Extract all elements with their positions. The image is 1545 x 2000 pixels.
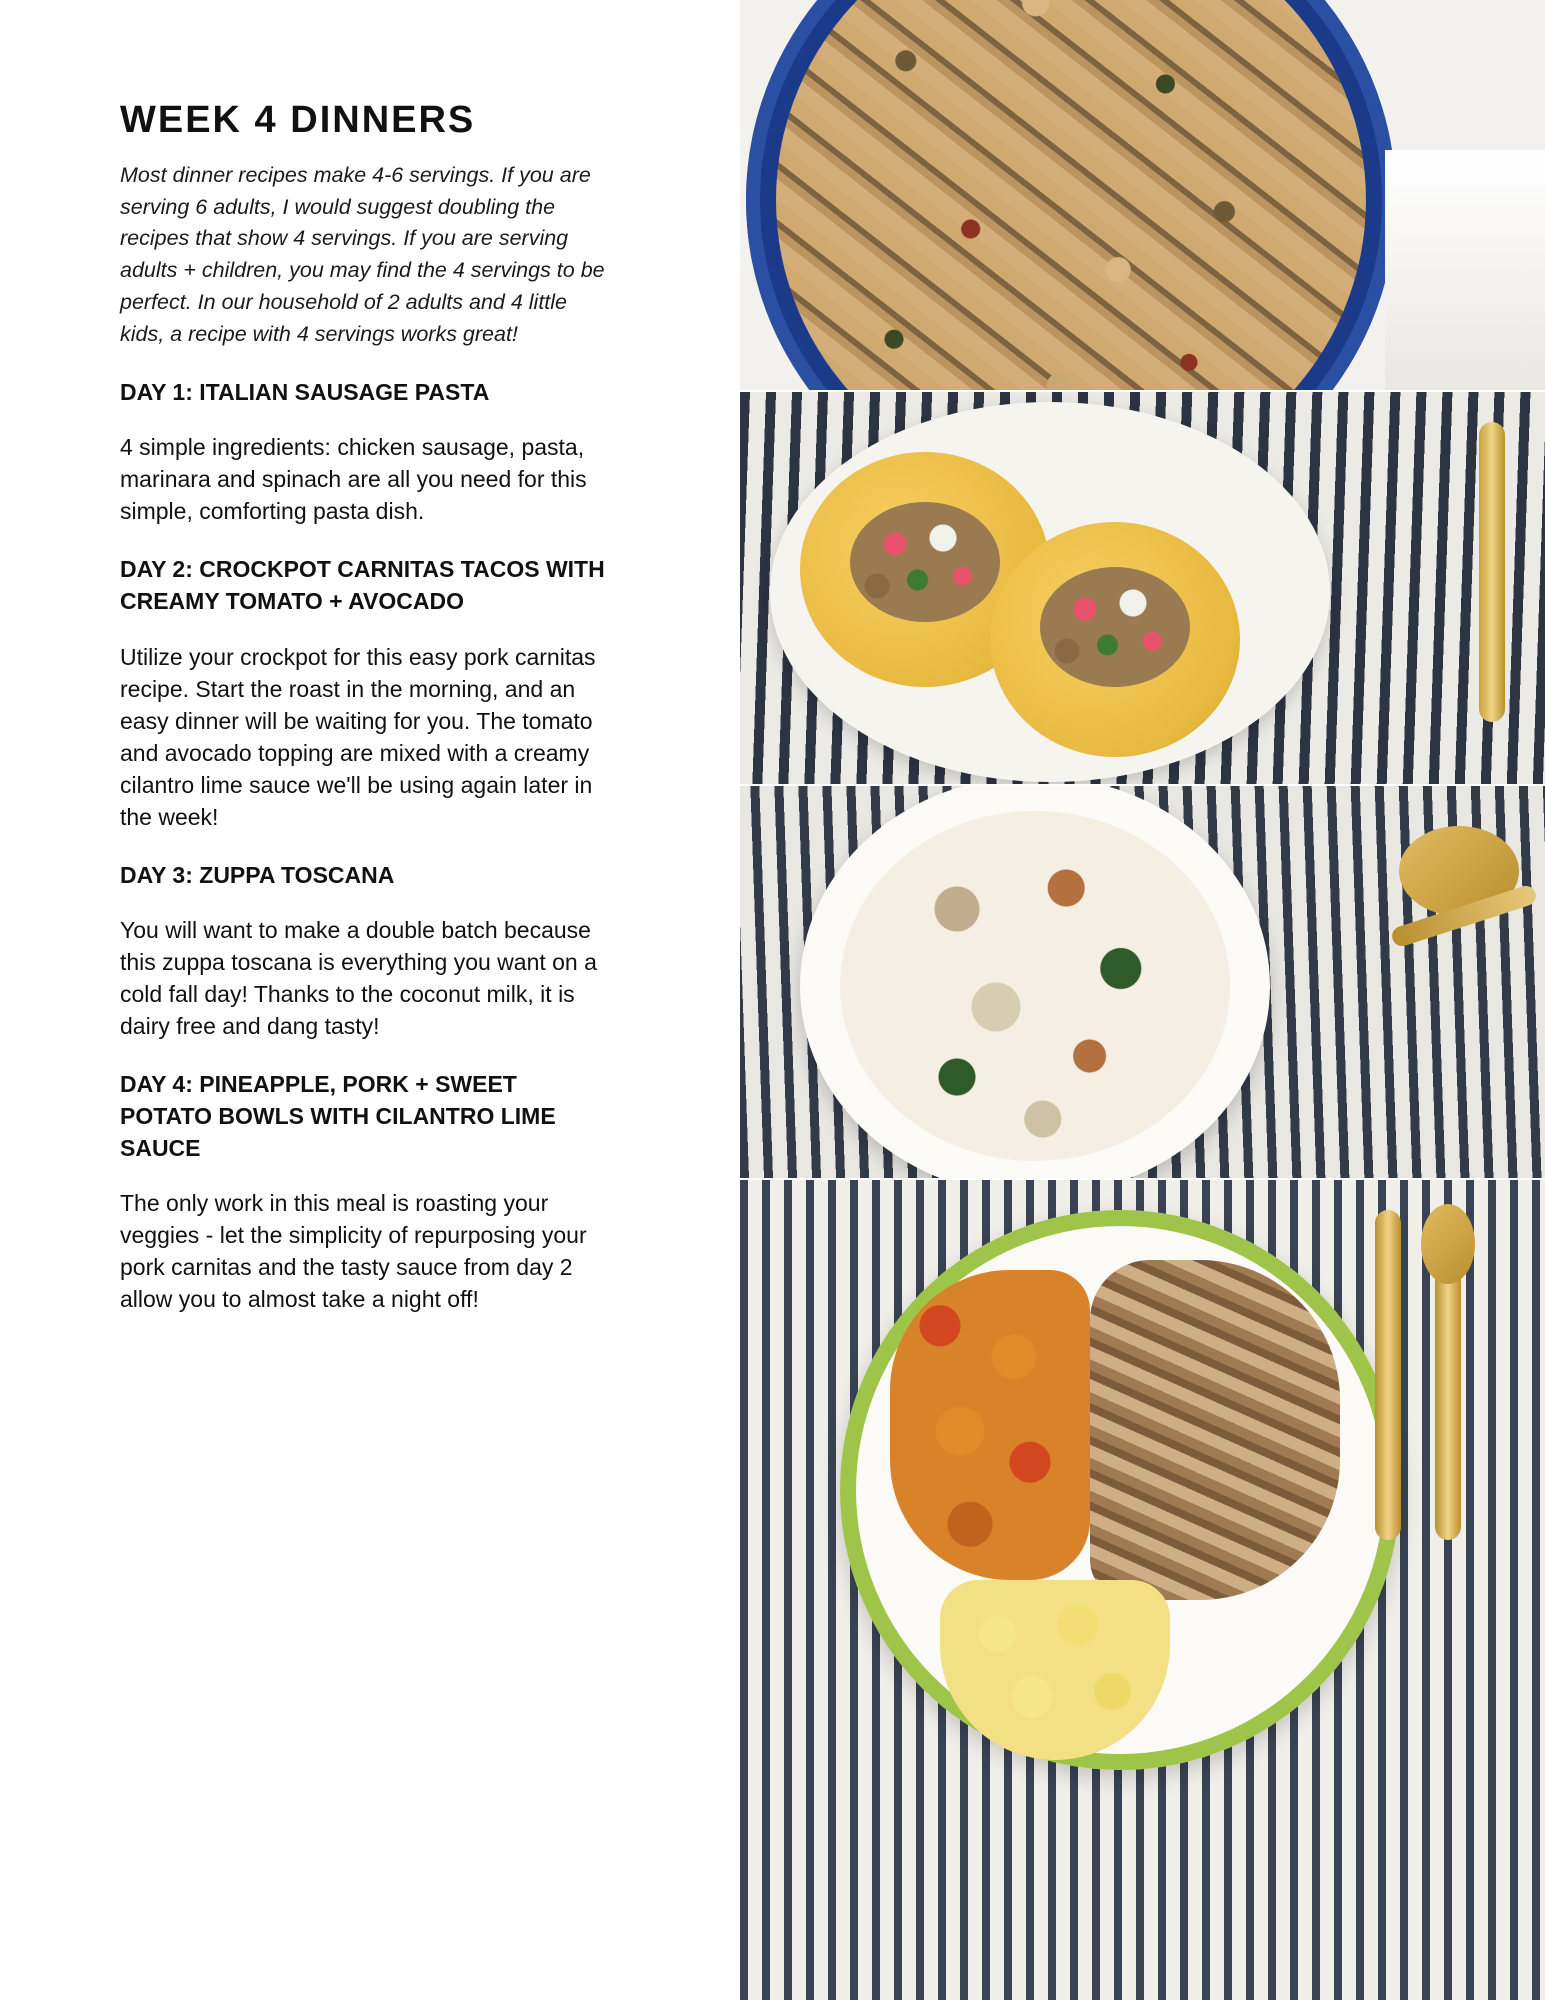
day-4-body: The only work in this meal is roasting your veggies - let the simplicity of repurposing your pork carnitas and the tasty sauce from day 2 allow you to almost take a night off!	[120, 1190, 587, 1313]
taco-two-filling	[1040, 567, 1190, 687]
soup-bowl	[800, 786, 1270, 1178]
carnitas-tacos-photo	[740, 392, 1545, 784]
pasta-napkin	[1385, 150, 1545, 390]
page-title: WEEK 4 DINNERS	[120, 99, 476, 141]
day-3-body: You will want to make a double batch because this zuppa toscana is everything you want on a cold fall day! Thanks to the coconut milk, it is dairy free and dang tasty!	[120, 917, 597, 1040]
day-2-heading: DAY 2: CROCKPOT CARNITAS TACOS WITH CREAMY TOMATO + AVOCADO	[120, 556, 605, 615]
zuppa-toscana-photo	[740, 786, 1545, 1178]
pineapple-pork-bowl-photo	[740, 1180, 1545, 2000]
gold-fork	[1375, 1210, 1401, 1540]
day-2-body: Utilize your crockpot for this easy pork carnitas recipe. Start the roast in the morning, and an easy dinner will be waiting for you. The tomato and avocado topping are mixed with a creamy cilantro lime sauce we'll be using again later in the week!	[120, 643, 596, 830]
shredded-pork	[1090, 1260, 1340, 1600]
soup-contents	[840, 811, 1230, 1161]
roasted-veggies	[890, 1270, 1090, 1580]
day-1-heading: DAY 1: ITALIAN SAUSAGE PASTA	[120, 378, 490, 405]
italian-sausage-pasta-photo	[740, 0, 1545, 390]
gold-spoon	[1435, 1210, 1461, 1540]
photo-column	[740, 0, 1545, 2000]
text-column	[120, 100, 610, 1342]
gold-knife	[1479, 422, 1505, 722]
pasta-contents	[776, 0, 1366, 390]
day-3-heading: DAY 3: ZUPPA TOSCANA	[120, 861, 395, 888]
pasta-bowl	[746, 0, 1396, 390]
day-1-body: 4 simple ingredients: chicken sausage, pasta, marinara and spinach are all you need for this simple, comforting pasta dish.	[120, 434, 587, 525]
taco-one-filling	[850, 502, 1000, 622]
gold-utensils	[1365, 1210, 1485, 1540]
intro-paragraph: Most dinner recipes make 4-6 servings. If you are serving 6 adults, I would suggest doubling the recipes that show 4 servings. If you are serving adults + children, you may find the 4 servings to be perfect. In our household of 2 adults and 4 little kids, a recipe with 4 servings works great!	[120, 162, 605, 346]
day-4-heading: DAY 4: PINEAPPLE, PORK + SWEET POTATO BOWLS WITH CILANTRO LIME SAUCE	[120, 1071, 556, 1161]
